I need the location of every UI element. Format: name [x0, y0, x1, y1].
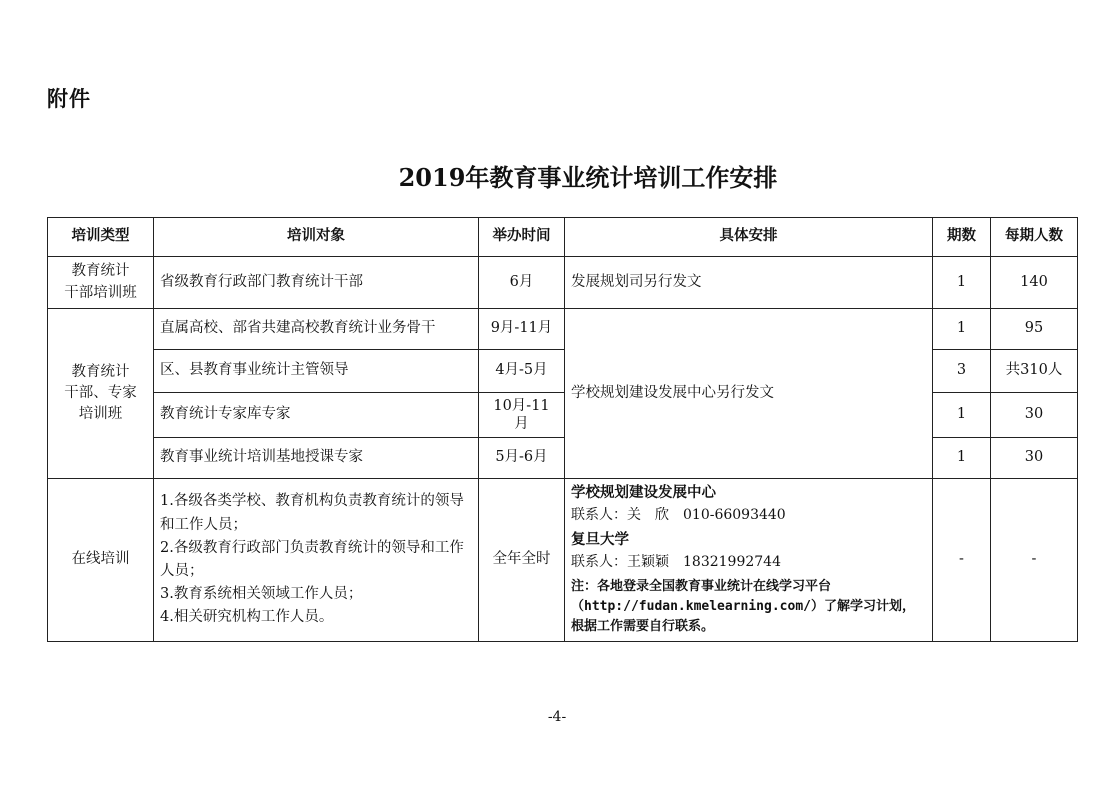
training-time: 9月-11月 [479, 309, 565, 350]
training-target: 直属高校、部省共建高校教育统计业务骨干 [154, 309, 479, 350]
header-type: 培训类型 [48, 218, 154, 257]
contact-person: 联系人：关 欣 010-66093440 [571, 506, 786, 523]
training-time: 5月-6月 [479, 438, 565, 479]
training-arrangement: 发展规划司另行发文 [565, 257, 933, 309]
training-type: 教育统计 干部、专家 培训班 [48, 309, 154, 479]
annex-label: 附件 [47, 87, 91, 111]
training-arrangement: 学校规划建设发展中心另行发文 [565, 309, 933, 479]
training-target: 教育事业统计培训基地授课专家 [154, 438, 479, 479]
training-time: 10月-11 月 [479, 393, 565, 438]
sessions-count: 1 [933, 438, 991, 479]
training-arrangement [565, 479, 933, 642]
training-time: 全年全时 [479, 479, 565, 642]
contact-person: 联系人：王颖颖 18321992744 [571, 553, 781, 570]
sessions-count: - [933, 479, 991, 642]
training-type: 在线培训 [48, 479, 154, 642]
header-per-session: 每期人数 [991, 218, 1078, 257]
per-session-count: 共310人 [991, 350, 1078, 393]
table-row [48, 479, 1078, 642]
per-session-count: - [991, 479, 1078, 642]
contact-org: 复旦大学 [571, 531, 629, 548]
sessions-count: 1 [933, 309, 991, 350]
training-time: 6月 [479, 257, 565, 309]
header-target: 培训对象 [154, 218, 479, 257]
table-row [48, 257, 1078, 309]
header-row [48, 218, 1078, 257]
per-session-count: 140 [991, 257, 1078, 309]
header-sessions: 期数 [933, 218, 991, 257]
sessions-count: 1 [933, 257, 991, 309]
per-session-count: 30 [991, 393, 1078, 438]
training-target: 教育统计专家库专家 [154, 393, 479, 438]
training-target: 省级教育行政部门教育统计干部 [154, 257, 479, 309]
training-target-list [154, 479, 479, 642]
per-session-count: 30 [991, 438, 1078, 479]
schedule-table [47, 217, 1078, 642]
sessions-count: 3 [933, 350, 991, 393]
list-item: 4.相关研究机构工作人员。 [160, 609, 334, 626]
header-time: 举办时间 [479, 218, 565, 257]
contact-org: 学校规划建设发展中心 [571, 485, 716, 502]
header-arrangement: 具体安排 [565, 218, 933, 257]
list-item: 3.教育系统相关领域工作人员； [160, 586, 363, 603]
list-item: 1.各级各类学校、教育机构负责教育统计的领导和工作人员； [160, 493, 464, 533]
page-number: -4- [547, 709, 567, 725]
page-title: 2019年教育事业统计培训工作安排 [398, 163, 778, 192]
training-time: 4月-5月 [479, 350, 565, 393]
training-type: 教育统计 干部培训班 [48, 257, 154, 309]
list-item: 2.各级教育行政部门负责教育统计的领导和工作人员； [160, 539, 464, 579]
sessions-count: 1 [933, 393, 991, 438]
table-row [48, 309, 1078, 350]
platform-note: 注：各地登录全国教育事业统计在线学习平台（http://fudan.kmelearning.com/）了解学习计划，根据工作需要自行联系。 [571, 578, 915, 634]
training-target: 区、县教育事业统计主管领导 [154, 350, 479, 393]
per-session-count: 95 [991, 309, 1078, 350]
